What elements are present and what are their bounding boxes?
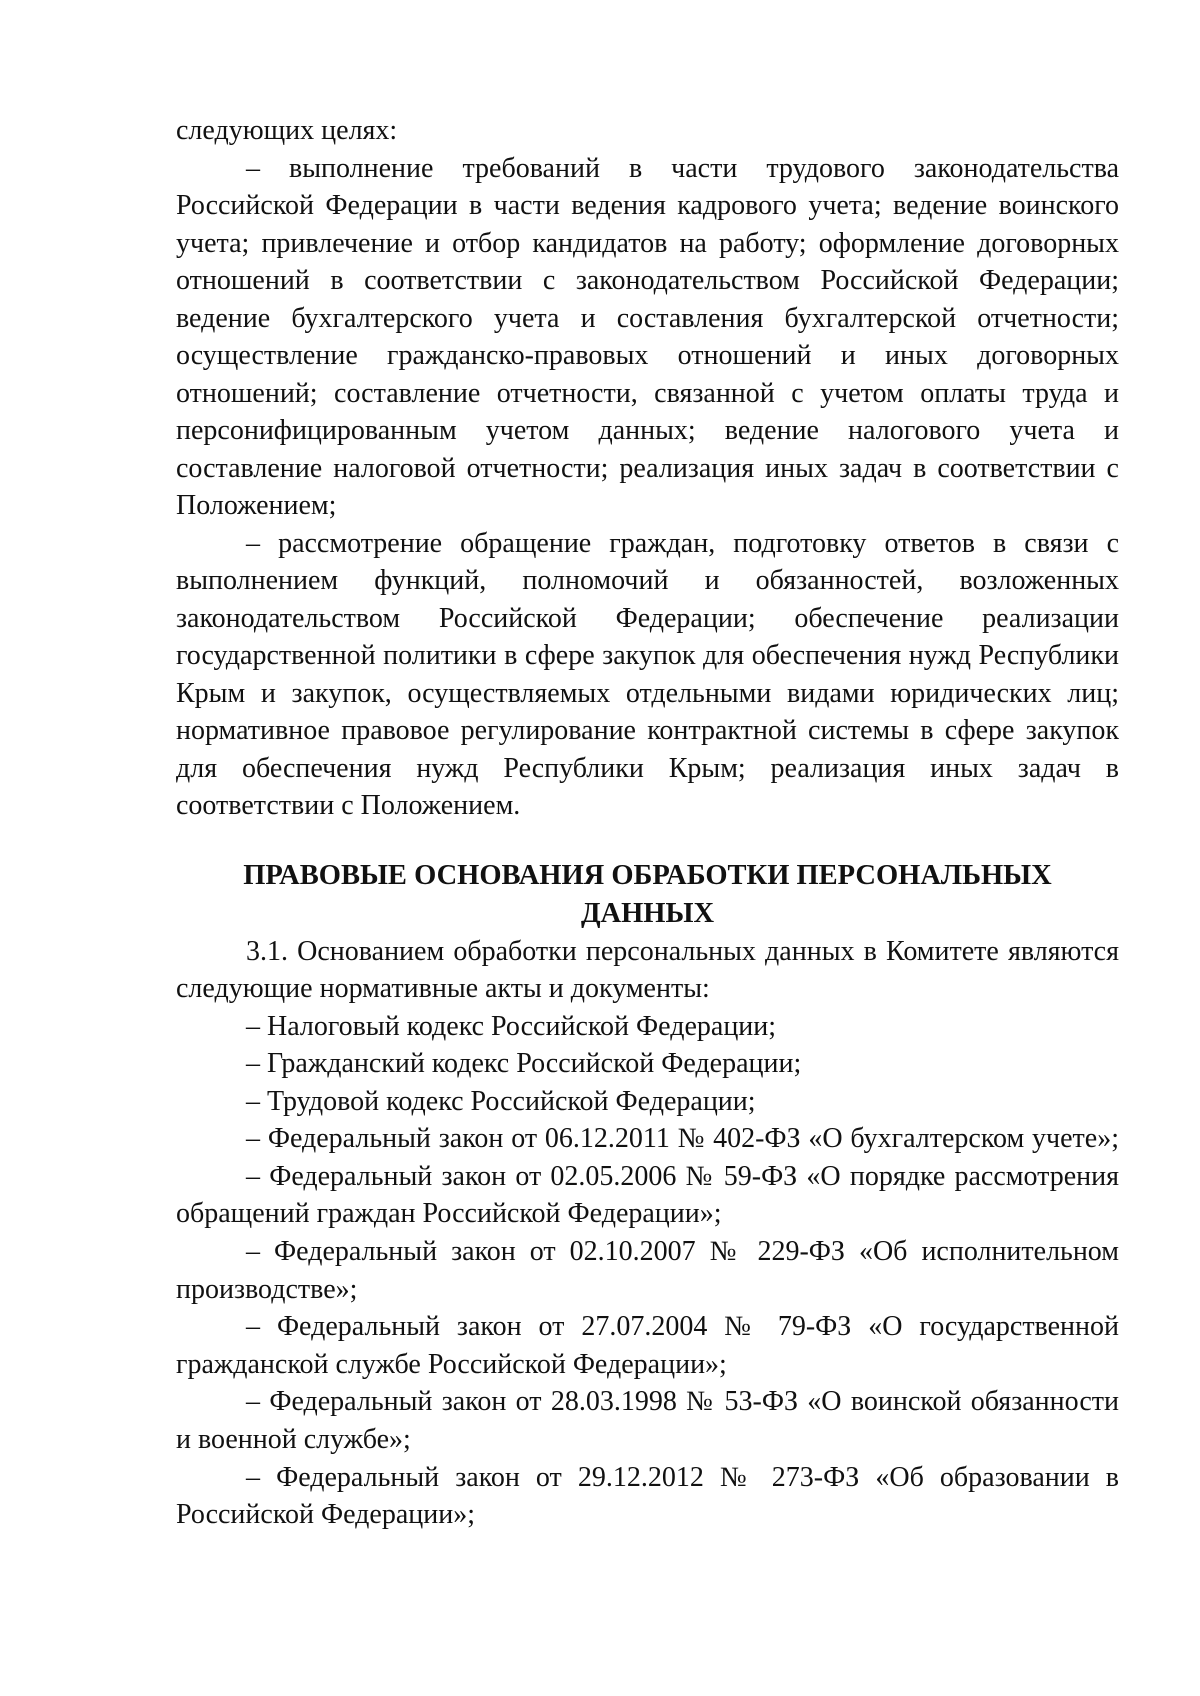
text-line: и военной службе»; (176, 1424, 411, 1456)
text-line: составление налоговой отчетности; реализация иных задач в соответствии с (176, 452, 1119, 484)
paragraph-citizen-appeals (176, 525, 1119, 825)
text-line: следующих целях: (176, 115, 398, 146)
text-line: соответствии с Положением. (176, 790, 521, 821)
text-line: учета; привлечение и отбор кандидатов на работу; оформление договорных (176, 227, 1119, 259)
list-item (176, 1045, 1119, 1083)
list-item (176, 1083, 1119, 1121)
text-line: Российской Федерации в части ведения кадрового учета; ведение воинского (176, 190, 1119, 221)
text-line: производстве»; (176, 1273, 358, 1305)
text-line: персонифицированным учетом данных; ведение налогового учета и (176, 415, 1119, 446)
text-line: для обеспечения нужд Республики Крым; реализация иных задач в (176, 752, 1119, 784)
text-line: – Гражданский кодекс Российской Федерации; (246, 1048, 802, 1080)
text-line: выполнением функций, полномочий и обязанностей, возложенных (176, 565, 1119, 596)
list-item (176, 1308, 1119, 1383)
text-line: осуществление гражданско-правовых отношений и иных договорных (176, 340, 1119, 371)
text-line: следующие нормативные акты и документы: (176, 973, 710, 1004)
text-line: отношений в соответствии с законодательством Российской Федерации; (176, 265, 1119, 296)
list-item (176, 1383, 1119, 1458)
text-line: Российской Федерации»; (176, 1499, 476, 1531)
text-line: – Федеральный закон от 02.05.2006 № 59-ФЗ «О порядке рассмотрения (246, 1160, 1119, 1192)
text-line: отношений; составление отчетности, связанной с учетом оплаты труда и (176, 377, 1119, 409)
paragraph-personnel-purposes (176, 112, 1119, 525)
section-heading-line: ДАННЫХ (580, 897, 715, 929)
text-line: ведение бухгалтерского учета и составления бухгалтерской отчетности; (176, 302, 1119, 334)
document-page (176, 112, 1119, 1534)
list-item (176, 1233, 1119, 1308)
text-line: обращений граждан Российской Федерации»; (176, 1198, 722, 1230)
text-line: – Федеральный закон от 29.12.2012 № 273-ФЗ «Об образовании в (246, 1461, 1119, 1493)
text-line: – Федеральный закон от 28.03.1998 № 53-ФЗ «О воинской обязанности (246, 1386, 1119, 1418)
text-line: – Трудовой кодекс Российской Федерации; (246, 1085, 756, 1117)
text-line: гражданской службе Российской Федерации»; (176, 1348, 727, 1380)
text-line: законодательством Российской Федерации; обеспечение реализации (176, 602, 1119, 634)
text-line: 3.1. Основанием обработки персональных данных в Комитете являются (246, 935, 1119, 967)
list-item (176, 1120, 1119, 1158)
text-line: Крым и закупок, осуществляемых отдельными видами юридических лиц; (176, 677, 1119, 709)
list-item (176, 1008, 1119, 1046)
text-line: – Федеральный закон от 27.07.2004 № 79-ФЗ «О государственной (246, 1311, 1119, 1343)
text-line: государственной политики в сфере закупок для обеспечения нужд Республики (176, 640, 1119, 671)
text-line: Положением; (176, 490, 337, 521)
text-line: – Налоговый кодекс Российской Федерации; (246, 1010, 777, 1042)
section-heading-line: ПРАВОВЫЕ ОСНОВАНИЯ ОБРАБОТКИ ПЕРСОНАЛЬНЫХ (243, 859, 1052, 891)
text-line: – Федеральный закон от 06.12.2011 № 402-ФЗ «О бухгалтерском учете»; (246, 1123, 1119, 1155)
section-intro (176, 933, 1119, 1008)
text-line: – рассмотрение обращение граждан, подготовку ответов в связи с (246, 527, 1119, 559)
legal-acts-list (176, 1008, 1119, 1534)
list-item (176, 1459, 1119, 1534)
text-line: – выполнение требований в части трудового законодательства (246, 152, 1119, 184)
text-line: нормативное правовое регулирование контрактной системы в сфере закупок (176, 715, 1119, 746)
list-item (176, 1158, 1119, 1233)
section-heading (176, 857, 1119, 933)
text-line: – Федеральный закон от 02.10.2007 № 229-ФЗ «Об исполнительном (246, 1236, 1119, 1268)
